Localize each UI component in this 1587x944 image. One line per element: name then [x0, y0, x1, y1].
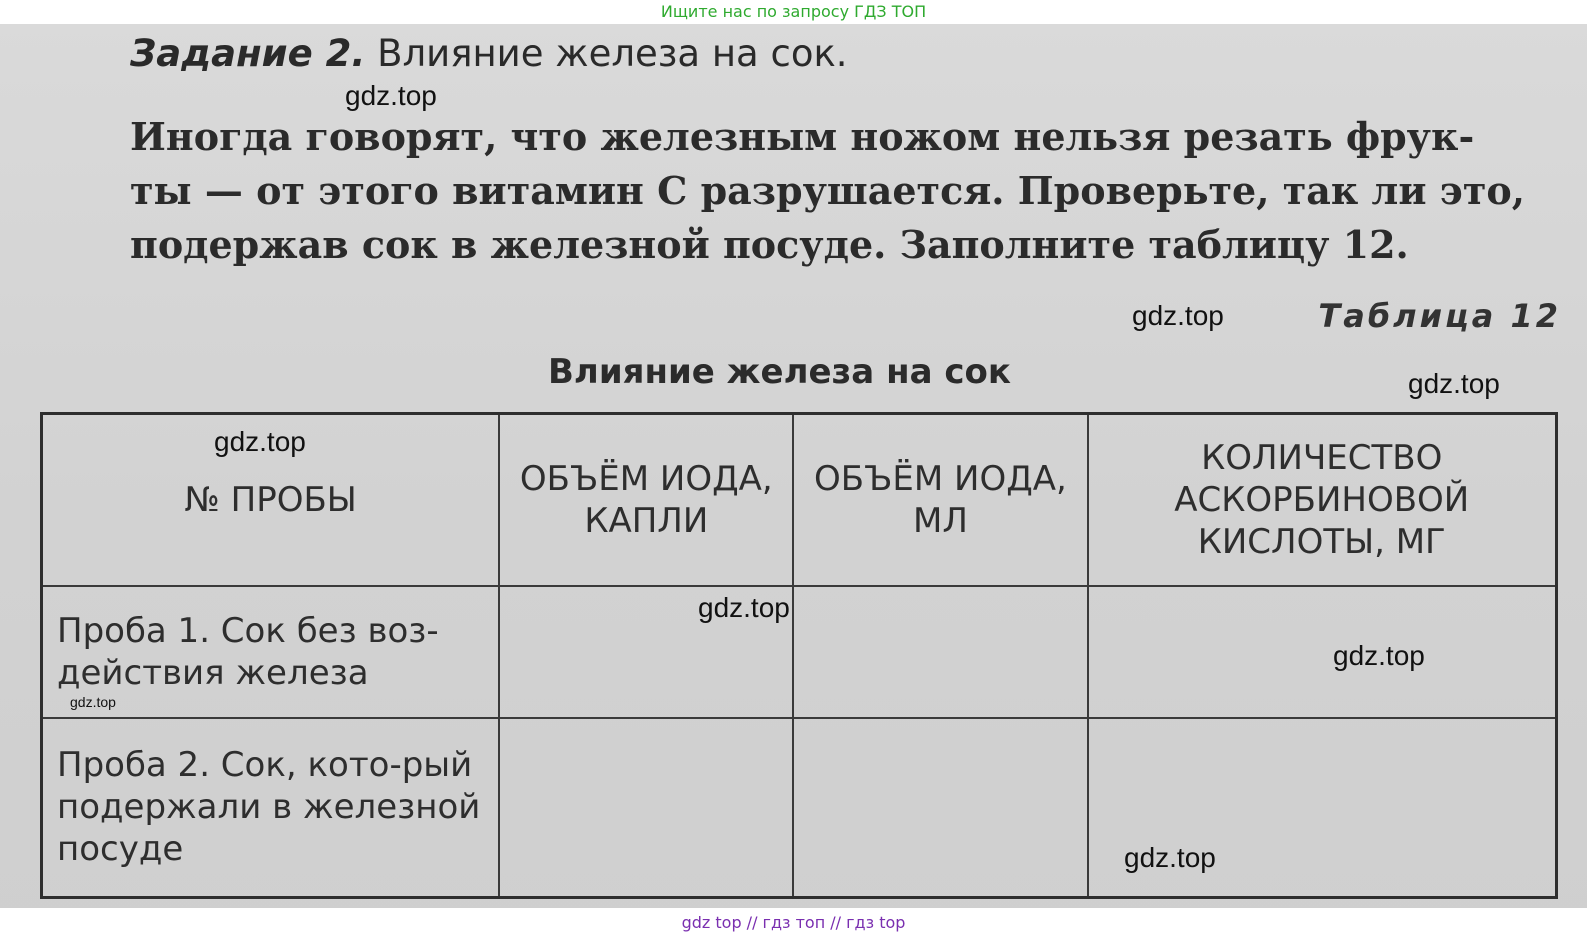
watermark: gdz.top: [1333, 640, 1425, 671]
watermark: gdz.top: [698, 592, 790, 623]
sample-2-label: Проба 2. Сок, кото-рый подержали в железной посуде: [42, 718, 500, 898]
watermark: gdz.top: [1132, 300, 1224, 331]
task-title: Влияние железа на сок.: [377, 32, 848, 75]
table-row: [42, 586, 1557, 718]
header-iodine-drops: ОБЪЁМ ИОДА, КАПЛИ: [499, 414, 793, 586]
watermark: gdz.top: [1408, 368, 1500, 399]
header-sample-number: № ПРОБЫ: [42, 414, 500, 586]
watermark: gdz.top: [345, 80, 437, 111]
watermark: gdz.top: [70, 694, 116, 710]
description-line: Иногда говорят, что железным ножом нельзя резать фрук-: [130, 114, 1475, 159]
top-banner[interactable]: Ищите нас по запросу ГДЗ ТОП: [0, 0, 1587, 24]
table-row: [42, 718, 1557, 898]
description-line: ты — от этого витамин С разрушается. Проверьте, так ли это,: [130, 168, 1525, 213]
table-number-label: Таблица 12: [1318, 297, 1561, 335]
task-description: [130, 110, 1560, 272]
sample-1-label: Проба 1. Сок без воз-действия железа: [42, 586, 500, 718]
description-line: подержав сок в железной посуде. Заполните таблицу 12.: [130, 222, 1409, 267]
sample-2-drops-cell[interactable]: [499, 718, 793, 898]
table-title: Влияние железа на сок: [548, 352, 1011, 392]
sample-1-mg-cell[interactable]: [1088, 586, 1557, 718]
sample-1-ml-cell[interactable]: [793, 586, 1087, 718]
watermark: gdz.top: [214, 426, 306, 457]
header-ascorbic-acid-mg: КОЛИЧЕСТВО АСКОРБИНОВОЙ КИСЛОТЫ, МГ: [1088, 414, 1557, 586]
header-iodine-ml: ОБЪЁМ ИОДА, МЛ: [793, 414, 1087, 586]
task-label: Задание 2.: [130, 32, 366, 75]
task-heading: [130, 32, 848, 75]
sample-2-ml-cell[interactable]: [793, 718, 1087, 898]
watermark: gdz.top: [1124, 842, 1216, 873]
results-table: [40, 412, 1558, 899]
bottom-banner[interactable]: gdz top // гдз топ // гдз top: [0, 908, 1587, 944]
